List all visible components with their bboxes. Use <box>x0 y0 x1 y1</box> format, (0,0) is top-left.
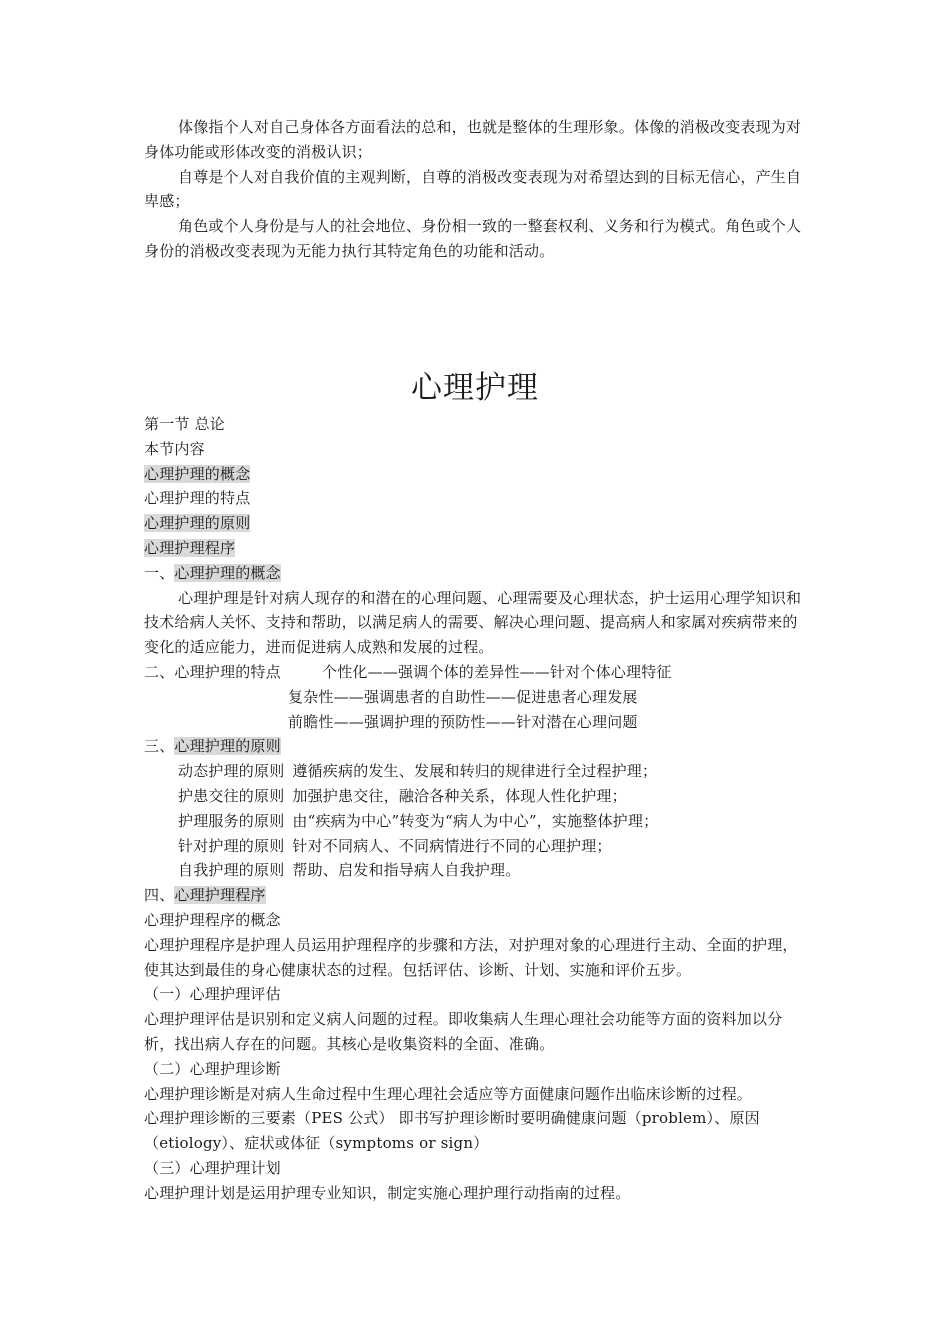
principle-item <box>144 759 809 784</box>
principle-desc: 由“疾病为中心”转变为“病人为中心”，实施整体护理； <box>292 811 659 830</box>
s4-sub1-body: 心理护理评估是识别和定义病人问题的过程。即收集病人生理心理社会功能等方面的资料加以分析，找出病人存在的问题。其核心是收集资料的全面、准确。 <box>144 1010 783 1053</box>
s2-feature-2: 复杂性——强调患者的自助性——促进患者心理发展 <box>288 687 638 706</box>
toc-item-principles <box>144 511 809 536</box>
intro-paragraph-role: 角色或个人身份是与人的社会地位、身份相一致的一整套权利、义务和行为模式。角色或个人身份的消极改变表现为无能力执行其特定角色的功能和活动。 <box>144 217 802 260</box>
s4-sub3-body: 心理护理计划是运用护理专业知识，制定实施心理护理行动指南的过程。 <box>144 1183 631 1202</box>
toc-item-features: 心理护理的特点 <box>144 489 251 508</box>
s1-body: 心理护理是针对病人现存的和潜在的心理问题、心理需要及心理状态，护士运用心理学知识和技术给病人关怀、支持和帮助，以满足病人的需要、解决心理问题、提高病人和家属对疾病带来的变化的适应能力，进而促进病人成熟和发展的过程。 <box>144 588 802 657</box>
section-heading: 第一节 总论 <box>144 415 225 433</box>
s3-heading-label: 心理护理的原则 <box>174 737 281 756</box>
s4-heading-label: 心理护理程序 <box>174 886 266 905</box>
s2-heading: 二、心理护理的特点 <box>144 662 281 681</box>
principle-desc: 遵循疾病的发生、发展和转归的规律进行全过程护理； <box>292 762 658 781</box>
s2-feature-3: 前瞻性——强调护理的预防性——针对潜在心理问题 <box>288 712 638 731</box>
s4-sub2-body-1: 心理护理诊断是对病人生命过程中生理心理社会适应等方面健康问题作出临床诊断的过程。 <box>144 1084 753 1103</box>
principle-desc: 加强护患交往，融洽各种关系，体现人性化护理； <box>292 786 627 805</box>
principle-term: 护理服务的原则 <box>178 811 285 830</box>
intro-paragraph-self-esteem: 自尊是个人对自我价值的主观判断，自尊的消极改变表现为对希望达到的目标无信心，产生自卑感； <box>144 167 802 211</box>
principle-item <box>144 784 809 809</box>
s3-heading: 三、心理护理的原则 <box>144 737 281 756</box>
intro-block <box>144 115 809 264</box>
principle-term: 自我护理的原则 <box>178 861 285 880</box>
s4-concept-body: 心理护理程序是护理人员运用护理程序的步骤和方法，对护理对象的心理进行主动、全面的护理，使其达到最佳的身心健康状态的过程。包括评估、诊断、计划、实施和评价五步。 <box>144 935 798 979</box>
s1-heading-label: 心理护理的概念 <box>174 563 281 582</box>
principle-desc: 针对不同病人、不同病情进行不同的心理护理； <box>292 836 612 855</box>
principle-item <box>144 834 809 859</box>
main-section <box>144 412 809 1206</box>
s4-sub2-heading: （二）心理护理诊断 <box>144 1059 281 1078</box>
toc-item-principles-label: 心理护理的原则 <box>144 514 251 533</box>
s4-sub3-heading: （三）心理护理计划 <box>144 1158 281 1177</box>
s4-heading: 四、心理护理程序 <box>144 886 266 905</box>
principle-term: 针对护理的原则 <box>178 836 285 855</box>
principle-term: 护患交往的原则 <box>178 786 285 805</box>
toc-item-process-label: 心理护理程序 <box>144 538 236 557</box>
contents-label: 本节内容 <box>144 439 205 458</box>
principle-item <box>144 809 809 834</box>
toc-item-concept <box>144 462 809 487</box>
s4-concept-heading: 心理护理程序的概念 <box>144 910 281 929</box>
principle-term: 动态护理的原则 <box>178 762 285 781</box>
toc-item-concept-label: 心理护理的概念 <box>144 464 251 483</box>
page-title: 心理护理 <box>411 370 539 406</box>
s1-heading: 一、心理护理的概念 <box>144 563 281 582</box>
principle-item <box>144 858 809 883</box>
s2-feature-row-1 <box>144 660 809 685</box>
s4-sub1-heading: （一）心理护理评估 <box>144 985 281 1004</box>
principle-desc: 帮助、启发和指导病人自我护理。 <box>292 861 521 880</box>
toc-item-process <box>144 536 809 561</box>
intro-paragraph-body-image: 体像指个人对自己身体各方面看法的总和，也就是整体的生理形象。体像的消极改变表现为对身体功能或形体改变的消极认识； <box>144 118 802 161</box>
s4-sub2-body-2: 心理护理诊断的三要素（PES 公式） 即书写护理诊断时要明确健康问题（problem）、原因（etiology）、症状或体征（symptoms or sign） <box>144 1109 760 1153</box>
s2-feature-1: 个性化——强调个体的差异性——针对个体心理特征 <box>322 662 672 681</box>
